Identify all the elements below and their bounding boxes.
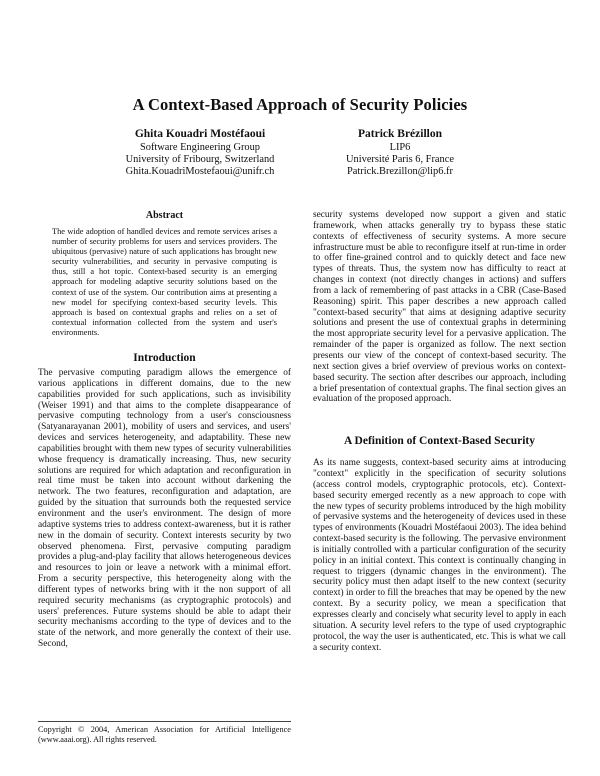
introduction-continued-text: security systems developed now support a given and static framework, when attacks generally try to bypass these static contexts of effectiveness of security systems. A more secure infrastructure must be able to reconfigure itself at run-time in order to offer fine-grained control and to quickly detect and face new types of threats. Thus, the system now has difficulty to react at changes in context (not directly changes in actions) and suffers from a lack of remembering of past attacks in a CBR (Case-Based Reasoning) spirit. This paper describes a new approach called "context-based security" that aims at designing adaptive security solutions and present the use of contextual graphs in determining the most appropriate security level for a pervasive application. The remainder of the paper is organized as follow. The next section presents our view of the concept of context-based security. The next section gives a brief overview of previous works on context-based security. The section after describes our approach, including a brief presentation of contextual graphs. The final section gives an evaluation of the proposed approach. <box>313 210 566 405</box>
author-block-1 <box>100 128 300 178</box>
author-email: Patrick.Brezillon@lip6.fr <box>347 166 453 177</box>
author-affiliation: Software Engineering Group <box>139 142 261 153</box>
left-column <box>38 210 291 650</box>
definition-text: As its name suggests, context-based security aims at introducing "context" explicitly in the specification of security solutions (access control models, cryptographic protocols, etc). Context-based security emerged recently as a new approach to cope with the new types of security problems introduced by the high mobility of pervasive systems and the heterogeneity of devices used in these types of environments (Kouadri Mostéfaoui 2003). The idea behind context-based security is the following. The pervasive environment is initially controlled with a particular configuration of the security policy in an initial context. This context is continually changing in request to triggers (dynamic changes in the environment). The security policy must then adapt itself to the new context (security context) in order to fill the breaches that may be opened by the new context. By a security policy, we mean a specification that expresses clearly and concisely what security level to apply in each situation. A security level refers to the type of used cryptographic protocol, the way the user is authenticated, etc. This is what we call a security context. <box>313 458 566 653</box>
author-email: Ghita.KouadriMostefaoui@unifr.ch <box>125 166 275 177</box>
author-institution: Université Paris 6, France <box>346 154 454 165</box>
abstract-heading: Abstract <box>145 210 184 221</box>
definition-heading: A Definition of Context-Based Security <box>343 435 535 448</box>
author-name: Patrick Brézillon <box>358 128 442 140</box>
author-affiliation: LIP6 <box>389 142 411 153</box>
paper-title: A Context-Based Approach of Security Policies <box>132 95 468 114</box>
right-column <box>313 210 566 653</box>
abstract-text: The wide adoption of handled devices and remote services arises a number of security problems for users and services providers. The ubiquitous (pervasive) nature of such applications has brought new security vulnerabilities, and security in pervasive computing is thus, still a hot topic. Context-based security is an emerging approach for modeling adaptive security solutions based on the context of use of the system. Our contribution aims at presenting a new model for specifying context-based security levels. This approach is based on contextual graphs and relies on a set of contextual information collected from the system and user's environments. <box>52 227 277 337</box>
copyright-notice: Copyright © 2004, American Association for Artificial Intelligence (www.aaai.org). All rights reserved. <box>38 721 291 745</box>
author-block-2 <box>300 128 500 178</box>
author-name: Ghita Kouadri Mostéfaoui <box>134 128 266 140</box>
author-institution: University of Fribourg, Switzerland <box>125 154 275 165</box>
introduction-heading: Introduction <box>133 352 196 365</box>
introduction-text: The pervasive computing paradigm allows the emergence of various applications in different domains, due to the new capabilities provided for such applications, such as invisibility (Weiser 1991) and that aims to the complete disappearance of pervasive computing technology from a user's consciousness (Satyanarayanan 2001), mobility of users and services, and users' devices and services heterogeneity, and adaptability. These new capabilities brought with them new types of security vulnerabilities whose frequency is dramatically increasing. Thus, new security solutions are required for which adaptation and reconfiguration in real time must be taken into account without darkening the network. The two features, reconfiguration and adaptation, are guided by the situation that surrounds both the requested service environment and the user's environment. The design of more adaptive systems tries to address context-awareness, but it is rather new in the domain of security. Context interests security by two observed phenomena. First, pervasive computing paradigm provides a plug-and-play facility that allows heterogeneous devices and resources to join or leave a network with a minimal effort. From a security perspective, this heterogeneity along with the different types of networks bring with it the non support of all required security mechanisms (as cryptographic protocols) and users' preferences. Future systems should be able to adapt their security mechanisms according to the type of devices and to the state of the network, and more generally the context of their use. Second, <box>38 368 291 650</box>
